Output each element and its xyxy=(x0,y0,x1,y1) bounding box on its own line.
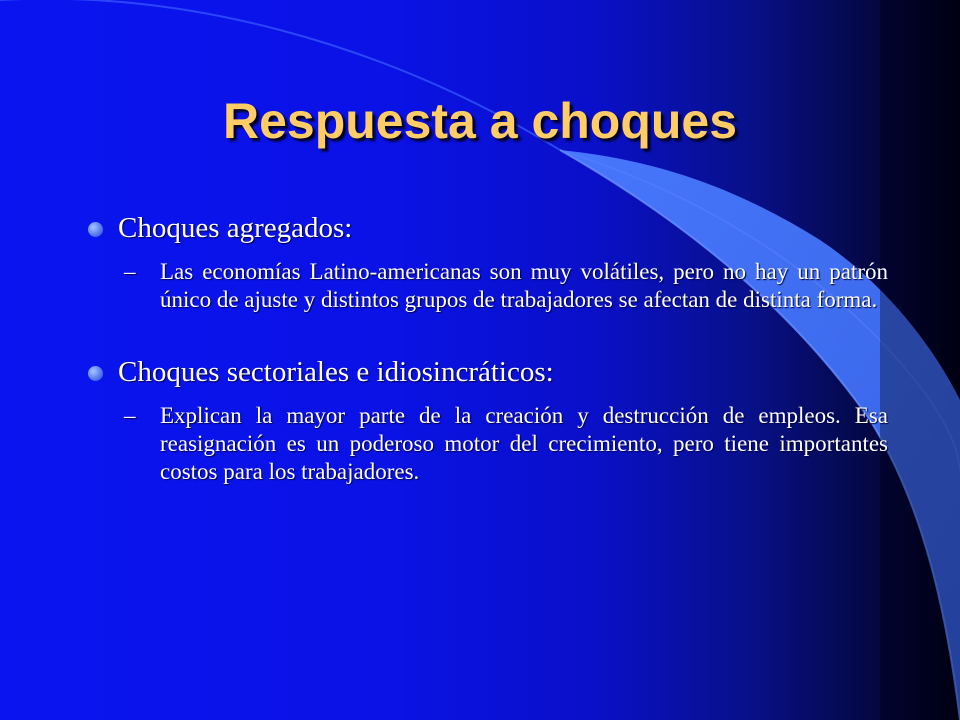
bullet-label: Choques sectoriales e idiosincráticos: xyxy=(118,356,554,388)
sub-bullet xyxy=(124,258,888,314)
bullet-dot-icon xyxy=(88,222,103,237)
bullet-dot-icon xyxy=(88,366,103,381)
bullet-item xyxy=(88,210,888,314)
bullet-row xyxy=(88,210,888,246)
sub-bullet-text: Explican la mayor parte de la creación y destrucción de empleos. Esa reasignación es un poderoso motor del crecimiento, pero tiene importantes costos para los trabajadores. xyxy=(160,403,888,484)
bullet-row xyxy=(88,354,888,390)
bullet-label: Choques agregados: xyxy=(118,212,353,244)
bullet-list xyxy=(88,210,888,526)
dash-icon: – xyxy=(124,259,136,284)
dash-icon: – xyxy=(124,403,136,428)
sub-bullet-text: Las economías Latino-americanas son muy volátiles, pero no hay un patrón único de ajuste y distintos grupos de trabajadores se afectan de distinta forma. xyxy=(160,259,888,312)
sub-bullet xyxy=(124,402,888,486)
bullet-item xyxy=(88,354,888,486)
slide-title: Respuesta a choques xyxy=(222,93,738,149)
